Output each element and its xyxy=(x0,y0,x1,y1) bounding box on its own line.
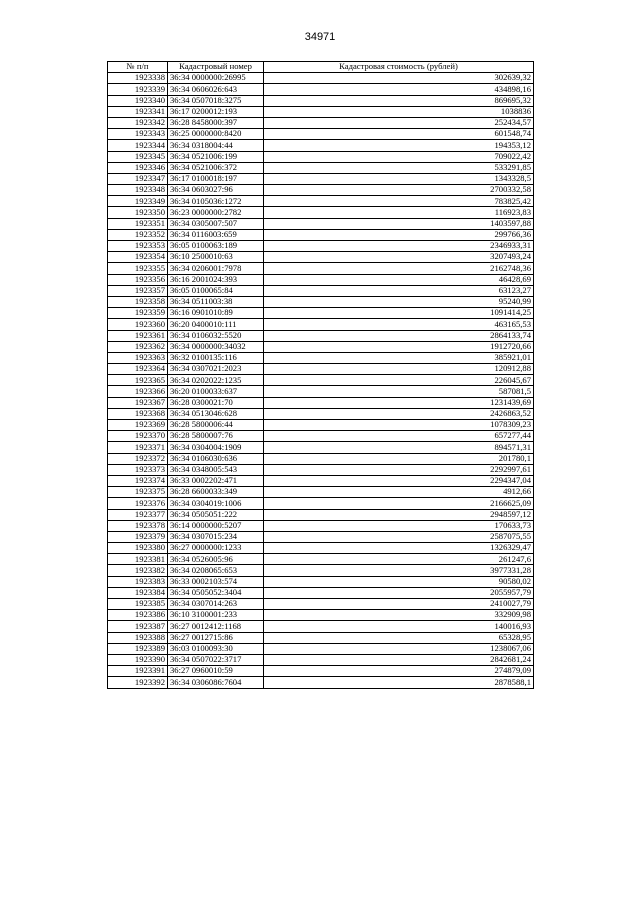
cell-cadastral-value: 226045,67 xyxy=(264,375,534,386)
cell-cadastral-number: 36:34 0507018:3275 xyxy=(168,95,264,106)
cell-index: 1923390 xyxy=(108,654,168,665)
cell-cadastral-value: 385921,01 xyxy=(264,352,534,363)
cell-cadastral-number: 36:27 0960010:59 xyxy=(168,666,264,677)
table-row xyxy=(108,408,534,419)
cell-cadastral-value: 2294347,04 xyxy=(264,475,534,486)
cell-cadastral-number: 36:34 0000000:34032 xyxy=(168,341,264,352)
table-row xyxy=(108,543,534,554)
cell-cadastral-value: 3207493,24 xyxy=(264,252,534,263)
cell-cadastral-number: 36:28 5800006:44 xyxy=(168,420,264,431)
cell-cadastral-number: 36:34 0116003:659 xyxy=(168,229,264,240)
cell-cadastral-value: 274879,09 xyxy=(264,666,534,677)
cell-cadastral-number: 36:34 0505051:222 xyxy=(168,509,264,520)
cell-cadastral-value: 120912,88 xyxy=(264,364,534,375)
cell-index: 1923360 xyxy=(108,319,168,330)
cell-cadastral-value: 2587075,55 xyxy=(264,531,534,542)
cell-index: 1923365 xyxy=(108,375,168,386)
page-number: 34971 xyxy=(304,31,336,43)
table-row xyxy=(108,162,534,173)
cell-cadastral-number: 36:10 3100001:233 xyxy=(168,610,264,621)
table-row xyxy=(108,654,534,665)
cell-cadastral-value: 2842681,24 xyxy=(264,654,534,665)
cell-cadastral-number: 36:05 0100065:84 xyxy=(168,285,264,296)
cell-cadastral-value: 2878588,1 xyxy=(264,677,534,688)
cell-cadastral-value: 332909,98 xyxy=(264,610,534,621)
cell-index: 1923361 xyxy=(108,330,168,341)
cell-cadastral-value: 65328,95 xyxy=(264,632,534,643)
cell-index: 1923354 xyxy=(108,252,168,263)
cell-cadastral-number: 36:34 0521006:372 xyxy=(168,162,264,173)
cell-index: 1923371 xyxy=(108,442,168,453)
cell-cadastral-number: 36:34 0106032:5520 xyxy=(168,330,264,341)
cell-index: 1923386 xyxy=(108,610,168,621)
cell-cadastral-number: 36:34 0305007:507 xyxy=(168,218,264,229)
cell-index: 1923348 xyxy=(108,185,168,196)
table-row xyxy=(108,185,534,196)
cell-cadastral-value: 894571,31 xyxy=(264,442,534,453)
table-row xyxy=(108,621,534,632)
cell-index: 1923375 xyxy=(108,487,168,498)
table-row xyxy=(108,487,534,498)
table-row xyxy=(108,73,534,84)
cell-index: 1923350 xyxy=(108,207,168,218)
cell-cadastral-value: 657277,44 xyxy=(264,431,534,442)
cell-cadastral-value: 601548,74 xyxy=(264,129,534,140)
table-row xyxy=(108,431,534,442)
table-row xyxy=(108,587,534,598)
cell-index: 1923368 xyxy=(108,408,168,419)
cell-cadastral-value: 46428,69 xyxy=(264,274,534,285)
cell-cadastral-number: 36:34 0206001:7978 xyxy=(168,263,264,274)
cell-index: 1923339 xyxy=(108,84,168,95)
cell-cadastral-number: 36:34 0507022:3717 xyxy=(168,654,264,665)
cell-cadastral-number: 36:14 0000000:5207 xyxy=(168,520,264,531)
table-row xyxy=(108,308,534,319)
cell-cadastral-number: 36:17 0200012:193 xyxy=(168,106,264,117)
cell-cadastral-value: 95240,99 xyxy=(264,296,534,307)
cell-index: 1923387 xyxy=(108,621,168,632)
cell-cadastral-value: 434898,16 xyxy=(264,84,534,95)
table-row xyxy=(108,263,534,274)
cell-index: 1923373 xyxy=(108,464,168,475)
cell-index: 1923391 xyxy=(108,666,168,677)
cell-index: 1923374 xyxy=(108,475,168,486)
cell-cadastral-value: 709022,42 xyxy=(264,151,534,162)
cell-cadastral-number: 36:20 0100033:637 xyxy=(168,386,264,397)
cell-index: 1923347 xyxy=(108,173,168,184)
cell-cadastral-value: 1231439,69 xyxy=(264,397,534,408)
cell-cadastral-number: 36:34 0348005:543 xyxy=(168,464,264,475)
cell-cadastral-value: 2346933,31 xyxy=(264,241,534,252)
table-row xyxy=(108,352,534,363)
cell-cadastral-value: 2410027,79 xyxy=(264,599,534,610)
cell-index: 1923392 xyxy=(108,677,168,688)
table-row xyxy=(108,95,534,106)
cell-cadastral-value: 1078309,23 xyxy=(264,420,534,431)
cell-cadastral-value: 587081,5 xyxy=(264,386,534,397)
cell-cadastral-number: 36:25 0000000:8420 xyxy=(168,129,264,140)
cell-index: 1923367 xyxy=(108,397,168,408)
cell-index: 1923381 xyxy=(108,554,168,565)
cell-index: 1923378 xyxy=(108,520,168,531)
cell-cadastral-number: 36:34 0606026:643 xyxy=(168,84,264,95)
cell-index: 1923369 xyxy=(108,420,168,431)
cell-cadastral-number: 36:33 0002202:471 xyxy=(168,475,264,486)
cell-cadastral-value: 2166625,09 xyxy=(264,498,534,509)
cell-index: 1923346 xyxy=(108,162,168,173)
table-body xyxy=(108,73,534,688)
cell-cadastral-number: 36:34 0511003:38 xyxy=(168,296,264,307)
cell-index: 1923351 xyxy=(108,218,168,229)
cell-cadastral-number: 36:10 2500010:63 xyxy=(168,252,264,263)
cell-index: 1923364 xyxy=(108,364,168,375)
cell-index: 1923352 xyxy=(108,229,168,240)
cell-cadastral-number: 36:34 0106030:636 xyxy=(168,453,264,464)
cell-index: 1923382 xyxy=(108,565,168,576)
cell-cadastral-value: 116923,83 xyxy=(264,207,534,218)
cell-cadastral-number: 36:27 0012715:86 xyxy=(168,632,264,643)
cell-index: 1923377 xyxy=(108,509,168,520)
table-row xyxy=(108,341,534,352)
cell-cadastral-value: 2864133,74 xyxy=(264,330,534,341)
cell-cadastral-value: 1403597,88 xyxy=(264,218,534,229)
column-header-index: № п/п xyxy=(108,62,168,73)
cell-cadastral-value: 869695,32 xyxy=(264,95,534,106)
cell-cadastral-value: 463165,53 xyxy=(264,319,534,330)
cell-cadastral-value: 261247,6 xyxy=(264,554,534,565)
cell-cadastral-value: 1091414,25 xyxy=(264,308,534,319)
cell-cadastral-number: 36:27 0012412:1168 xyxy=(168,621,264,632)
cell-cadastral-number: 36:34 0306086:7604 xyxy=(168,677,264,688)
cell-index: 1923362 xyxy=(108,341,168,352)
cell-cadastral-value: 170633,73 xyxy=(264,520,534,531)
table-row xyxy=(108,643,534,654)
cell-cadastral-number: 36:03 0100093:30 xyxy=(168,643,264,654)
table-row xyxy=(108,576,534,587)
cell-cadastral-number: 36:16 0901010:89 xyxy=(168,308,264,319)
cell-cadastral-number: 36:34 0105036:1272 xyxy=(168,196,264,207)
cell-index: 1923358 xyxy=(108,296,168,307)
cell-cadastral-value: 2700332,58 xyxy=(264,185,534,196)
cell-index: 1923355 xyxy=(108,263,168,274)
table-header-row xyxy=(108,62,534,73)
table-row xyxy=(108,84,534,95)
cell-index: 1923366 xyxy=(108,386,168,397)
table-row xyxy=(108,565,534,576)
cell-cadastral-value: 2292997,61 xyxy=(264,464,534,475)
column-header-cadastral-value: Кадастровая стоимость (рублей) xyxy=(264,62,534,73)
cell-cadastral-number: 36:17 0100018:197 xyxy=(168,173,264,184)
cell-cadastral-value: 90580,02 xyxy=(264,576,534,587)
cell-cadastral-value: 4912,66 xyxy=(264,487,534,498)
table-row xyxy=(108,554,534,565)
cell-cadastral-number: 36:28 8458000:397 xyxy=(168,117,264,128)
cell-cadastral-number: 36:23 0000000:2782 xyxy=(168,207,264,218)
cell-cadastral-number: 36:34 0526005:96 xyxy=(168,554,264,565)
cell-index: 1923389 xyxy=(108,643,168,654)
cell-index: 1923385 xyxy=(108,599,168,610)
table-row xyxy=(108,252,534,263)
cell-index: 1923341 xyxy=(108,106,168,117)
table-row xyxy=(108,599,534,610)
cell-cadastral-value: 1326329,47 xyxy=(264,543,534,554)
cell-cadastral-number: 36:28 5800007:76 xyxy=(168,431,264,442)
cell-cadastral-number: 36:34 0307015:234 xyxy=(168,531,264,542)
table-row xyxy=(108,140,534,151)
cell-cadastral-value: 252434,57 xyxy=(264,117,534,128)
table-row xyxy=(108,241,534,252)
cell-cadastral-number: 36:34 0307021:2023 xyxy=(168,364,264,375)
table-row xyxy=(108,207,534,218)
cell-cadastral-number: 36:05 0100063:189 xyxy=(168,241,264,252)
cell-cadastral-value: 3977331,28 xyxy=(264,565,534,576)
cell-index: 1923363 xyxy=(108,352,168,363)
table-row xyxy=(108,677,534,688)
table-row xyxy=(108,420,534,431)
table-row xyxy=(108,498,534,509)
cell-cadastral-number: 36:34 0202022:1235 xyxy=(168,375,264,386)
table-row xyxy=(108,151,534,162)
cell-cadastral-number: 36:34 0000000:26995 xyxy=(168,73,264,84)
cell-cadastral-number: 36:34 0505052:3404 xyxy=(168,587,264,598)
table-row xyxy=(108,296,534,307)
cell-index: 1923343 xyxy=(108,129,168,140)
cell-index: 1923349 xyxy=(108,196,168,207)
cell-index: 1923388 xyxy=(108,632,168,643)
table-row xyxy=(108,509,534,520)
cell-cadastral-value: 140016,93 xyxy=(264,621,534,632)
table-row xyxy=(108,610,534,621)
cell-index: 1923379 xyxy=(108,531,168,542)
cell-cadastral-number: 36:34 0307014:263 xyxy=(168,599,264,610)
cell-index: 1923353 xyxy=(108,241,168,252)
cell-cadastral-value: 194353,12 xyxy=(264,140,534,151)
table-row xyxy=(108,375,534,386)
table-row xyxy=(108,442,534,453)
cell-cadastral-value: 201780,1 xyxy=(264,453,534,464)
table-row xyxy=(108,129,534,140)
cell-cadastral-number: 36:34 0318004:44 xyxy=(168,140,264,151)
table-row xyxy=(108,117,534,128)
cell-cadastral-value: 2948597,12 xyxy=(264,509,534,520)
cell-index: 1923345 xyxy=(108,151,168,162)
cell-cadastral-number: 36:34 0513046:628 xyxy=(168,408,264,419)
table-row xyxy=(108,666,534,677)
column-header-cadastral-number: Кадастровый номер xyxy=(168,62,264,73)
cell-cadastral-value: 1912720,66 xyxy=(264,341,534,352)
table-row xyxy=(108,319,534,330)
cell-index: 1923370 xyxy=(108,431,168,442)
table-row xyxy=(108,106,534,117)
table-row xyxy=(108,196,534,207)
cell-cadastral-number: 36:34 0521006:199 xyxy=(168,151,264,162)
cell-cadastral-number: 36:34 0603027:96 xyxy=(168,185,264,196)
cell-cadastral-number: 36:33 0002103:574 xyxy=(168,576,264,587)
table-row xyxy=(108,330,534,341)
table-row xyxy=(108,218,534,229)
cell-cadastral-number: 36:28 0300021:70 xyxy=(168,397,264,408)
cell-cadastral-value: 302639,32 xyxy=(264,73,534,84)
table-row xyxy=(108,274,534,285)
cell-cadastral-number: 36:34 0304019:1006 xyxy=(168,498,264,509)
cell-index: 1923376 xyxy=(108,498,168,509)
cell-cadastral-value: 63123,27 xyxy=(264,285,534,296)
cell-index: 1923383 xyxy=(108,576,168,587)
cell-index: 1923340 xyxy=(108,95,168,106)
table-row xyxy=(108,364,534,375)
table-row xyxy=(108,397,534,408)
table-row xyxy=(108,173,534,184)
cell-cadastral-number: 36:34 0208065:653 xyxy=(168,565,264,576)
cell-cadastral-value: 1038836 xyxy=(264,106,534,117)
cell-cadastral-value: 2162748,36 xyxy=(264,263,534,274)
cell-cadastral-value: 1343328,5 xyxy=(264,173,534,184)
cell-cadastral-value: 533291,85 xyxy=(264,162,534,173)
cell-cadastral-value: 783825,42 xyxy=(264,196,534,207)
cell-index: 1923372 xyxy=(108,453,168,464)
cell-cadastral-value: 2055957,79 xyxy=(264,587,534,598)
cell-index: 1923356 xyxy=(108,274,168,285)
cell-index: 1923338 xyxy=(108,73,168,84)
cell-cadastral-value: 2426863,52 xyxy=(264,408,534,419)
cell-cadastral-number: 36:28 6600033:349 xyxy=(168,487,264,498)
table-row xyxy=(108,285,534,296)
cell-index: 1923384 xyxy=(108,587,168,598)
table-row xyxy=(108,531,534,542)
cadastral-value-table xyxy=(107,61,534,689)
table-header xyxy=(108,62,534,73)
cell-cadastral-number: 36:20 0400010:111 xyxy=(168,319,264,330)
table-row xyxy=(108,475,534,486)
table-row xyxy=(108,453,534,464)
cell-cadastral-number: 36:34 0304004:1909 xyxy=(168,442,264,453)
cell-index: 1923380 xyxy=(108,543,168,554)
cell-index: 1923342 xyxy=(108,117,168,128)
cell-cadastral-number: 36:16 2001024:393 xyxy=(168,274,264,285)
cell-cadastral-value: 299766,36 xyxy=(264,229,534,240)
cell-cadastral-value: 1238067,06 xyxy=(264,643,534,654)
table-row xyxy=(108,386,534,397)
table-row xyxy=(108,464,534,475)
table-row xyxy=(108,229,534,240)
cell-cadastral-number: 36:27 0000000:1233 xyxy=(168,543,264,554)
table-row xyxy=(108,520,534,531)
cell-index: 1923344 xyxy=(108,140,168,151)
table-row xyxy=(108,632,534,643)
cell-index: 1923357 xyxy=(108,285,168,296)
cell-cadastral-number: 36:32 0100135:116 xyxy=(168,352,264,363)
cell-index: 1923359 xyxy=(108,308,168,319)
